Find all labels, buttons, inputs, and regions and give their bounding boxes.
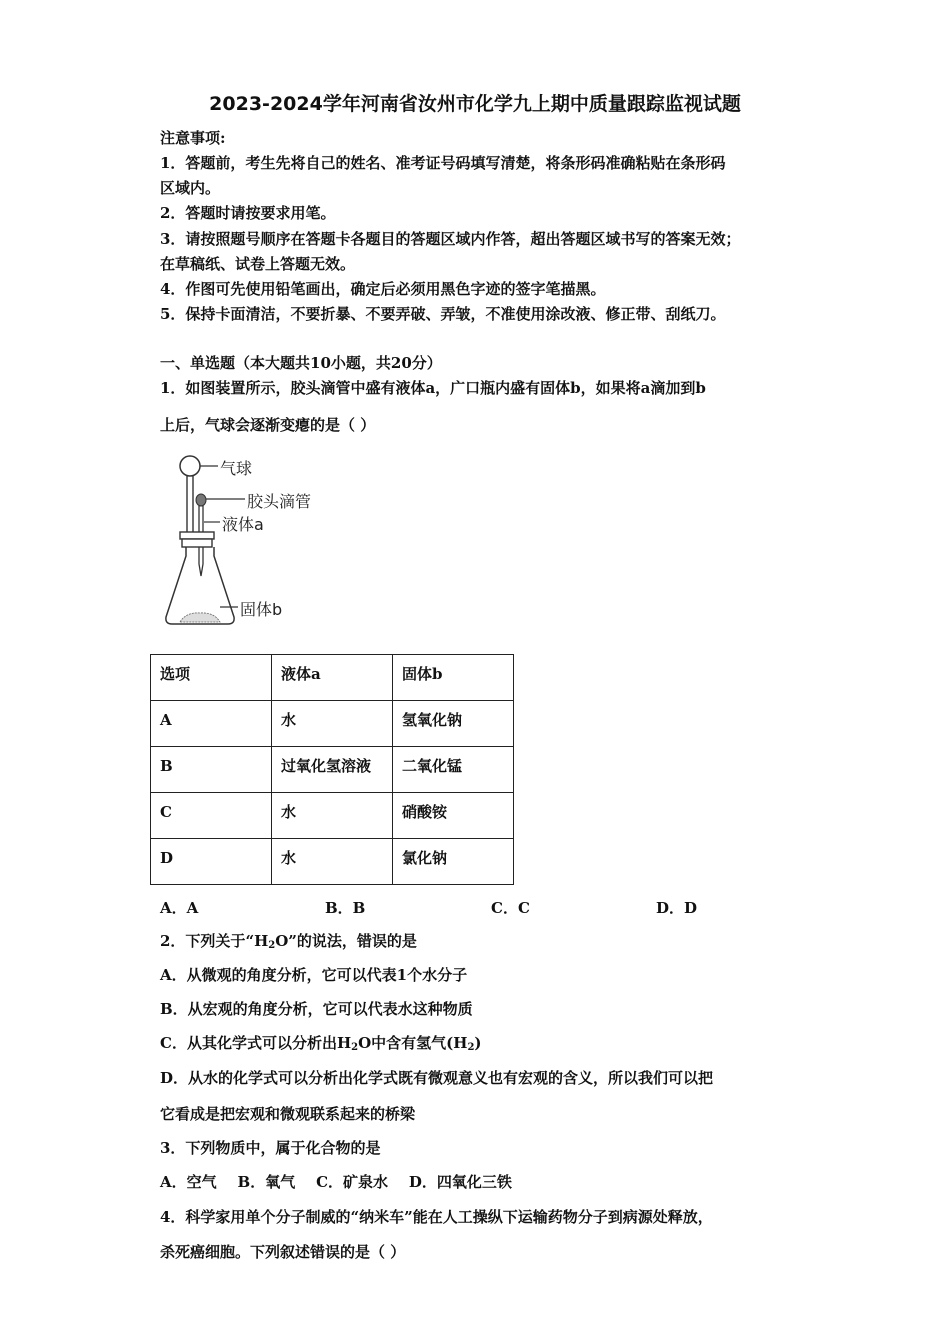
table-row: [151, 793, 514, 839]
page-title: 2023-2024学年河南省汝州市化学九上期中质量跟踪监视试题: [209, 93, 741, 115]
liquid-a-label: 液体a: [222, 515, 264, 534]
q2-option-c: C．从其化学式可以分析出$H_2O$中含有氢气$(H_2)$: [160, 1034, 482, 1053]
table-cell: 过氧化氢溶液: [272, 747, 393, 793]
q4-stem-cont: 杀死癌细胞。下列叙述错误的是（ ）: [160, 1243, 406, 1261]
table-row: [151, 655, 514, 701]
table-cell: 选项: [151, 655, 272, 701]
q2-option-b: B．从宏观的角度分析，它可以代表水这种物质: [160, 1000, 473, 1018]
table-cell: C: [151, 793, 272, 839]
table-cell: D: [151, 839, 272, 885]
table-cell: 二氧化锰: [393, 747, 514, 793]
q3-options: A．空气 B．氧气 C．矿泉水 D．四氧化三铁: [160, 1173, 512, 1191]
q3-stem: 3．下列物质中，属于化合物的是: [160, 1139, 381, 1157]
table-row: [151, 747, 514, 793]
table-cell: 液体a: [272, 655, 393, 701]
q2-option-d-cont: 它看成是把宏观和微观联系起来的桥梁: [160, 1105, 416, 1123]
q1-stem: 上后，气球会逐渐变瘪的是（ ）: [160, 416, 376, 434]
notice-line: 3．请按照题号顺序在答题卡各题目的答题区域内作答，超出答题区域书写的答案无效；: [160, 230, 741, 248]
q2-option-d: D．从水的化学式可以分析出化学式既有微观意义也有宏观的含义，所以我们可以把: [160, 1069, 714, 1087]
q1-stem: 1．如图装置所示，胶头滴管中盛有液体a，广口瓶内盛有固体b，如果将a滴加到b: [160, 379, 706, 397]
table-cell: 硝酸铵: [393, 793, 514, 839]
table-cell: 水: [272, 793, 393, 839]
table-cell: 氯化钠: [393, 839, 514, 885]
q4-stem: 4．科学家用单个分子制威的“纳米车”能在人工操纵下运输药物分子到病源处释放，: [160, 1208, 713, 1226]
solid-b-label: 固体b: [240, 600, 283, 619]
table-cell: 水: [272, 701, 393, 747]
balloon-label: 气球: [220, 459, 253, 478]
notice-line: 在草稿纸、试卷上答题无效。: [160, 255, 356, 273]
notice-heading: 注意事项:: [160, 129, 226, 147]
notice-line: 1．答题前，考生先将自己的姓名、准考证号码填写清楚，将条形码准确粘贴在条形码: [160, 154, 726, 172]
q1-option-b: B．B: [325, 899, 366, 917]
apparatus-figure: [160, 452, 340, 632]
dropper-label: 胶头滴管: [247, 492, 312, 511]
table-cell: 固体b: [393, 655, 514, 701]
table-cell: 氢氧化钠: [393, 701, 514, 747]
q2-stem: 2．下列关于“$H_2O$”的说法，错误的是: [160, 932, 417, 951]
q2-option-a: A．从微观的角度分析，它可以代表1个水分子: [160, 966, 468, 984]
q1-options-table: [150, 654, 514, 885]
notice-line: 4．作图可先使用铅笔画出，确定后必须用黑色字迹的签字笔描黑。: [160, 280, 606, 298]
notice-line: 2．答题时请按要求用笔。: [160, 204, 336, 222]
table-cell: 水: [272, 839, 393, 885]
table-cell: A: [151, 701, 272, 747]
notice-line: 区域内。: [160, 179, 221, 197]
table-cell: B: [151, 747, 272, 793]
notice-line: 5．保持卡面清洁，不要折暴、不要弄破、弄皱，不准使用涂改液、修正带、刮纸刀。: [160, 305, 726, 323]
table-row: [151, 701, 514, 747]
table-row: [151, 839, 514, 885]
section-heading: 一、单选题（本大题共10小题，共20分）: [160, 354, 442, 372]
q1-option-c: C．C: [491, 899, 530, 917]
q1-option-a: A．A: [160, 899, 199, 917]
q1-option-d: D．D: [656, 899, 698, 917]
